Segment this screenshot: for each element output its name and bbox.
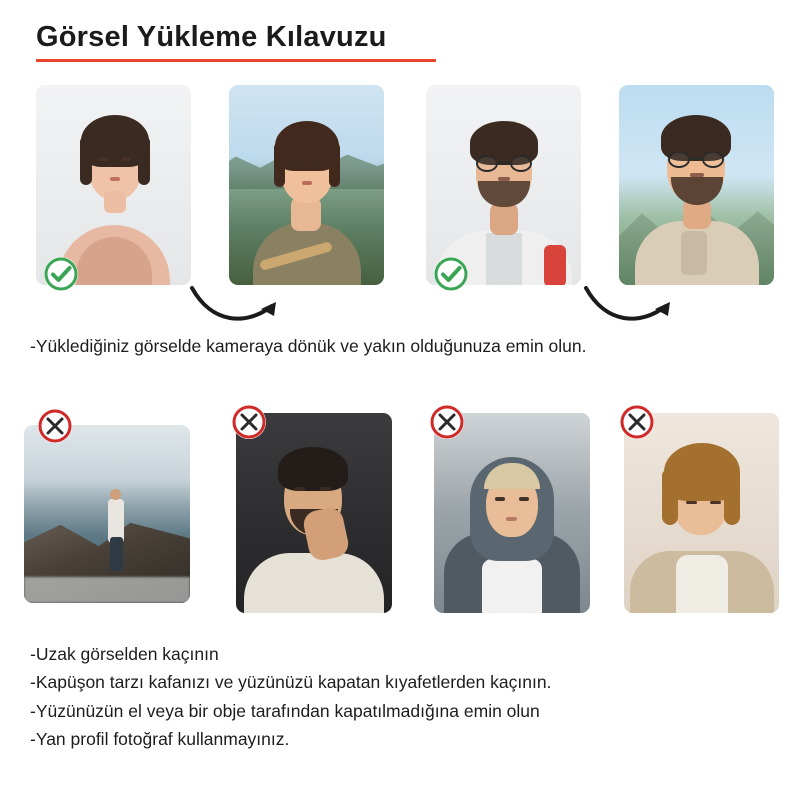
curved-arrow-icon-1 [188,280,284,333]
status-badge-good-1 [44,257,78,291]
good-photo-2 [229,85,384,285]
page-title: Görsel Yükleme Kılavuzu [36,21,387,53]
title-underline [36,59,436,62]
status-badge-bad-2 [232,405,266,439]
status-badge-bad-1 [38,409,72,443]
bad-notes-list [30,640,770,753]
bad-photo-4 [624,413,779,613]
status-badge-bad-4 [620,405,654,439]
bad-photo-1 [24,425,190,603]
glasses-icon [476,155,532,172]
good-examples-row [36,85,764,300]
page-header [36,22,456,62]
good-photo-3 [426,85,581,285]
status-badge-good-2 [434,257,468,291]
good-caption: -Yüklediğiniz görselde kameraya dönük ve yakın olduğunuza emin olun. [30,336,587,356]
bad-note-1: -Uzak görselden kaçının [30,644,219,664]
status-badge-bad-3 [430,405,464,439]
curved-arrow-icon-2 [582,280,678,333]
bad-photo-2 [236,413,392,613]
bad-note-4: -Yan profil fotoğraf kullanmayınız. [30,729,290,750]
bad-photo-3 [434,413,590,613]
good-photo-4 [619,85,774,285]
good-photo-1 [36,85,191,285]
bad-note-2: -Kapüşon tarzı kafanızı ve yüzünüzü kapatan kıyafetlerden kaçının. [30,672,552,693]
bad-examples-row [24,405,776,627]
glasses-icon [668,151,724,168]
bad-note-3: -Yüzünüzün el veya bir obje tarafından kapatılmadığına emin olun [30,700,540,721]
